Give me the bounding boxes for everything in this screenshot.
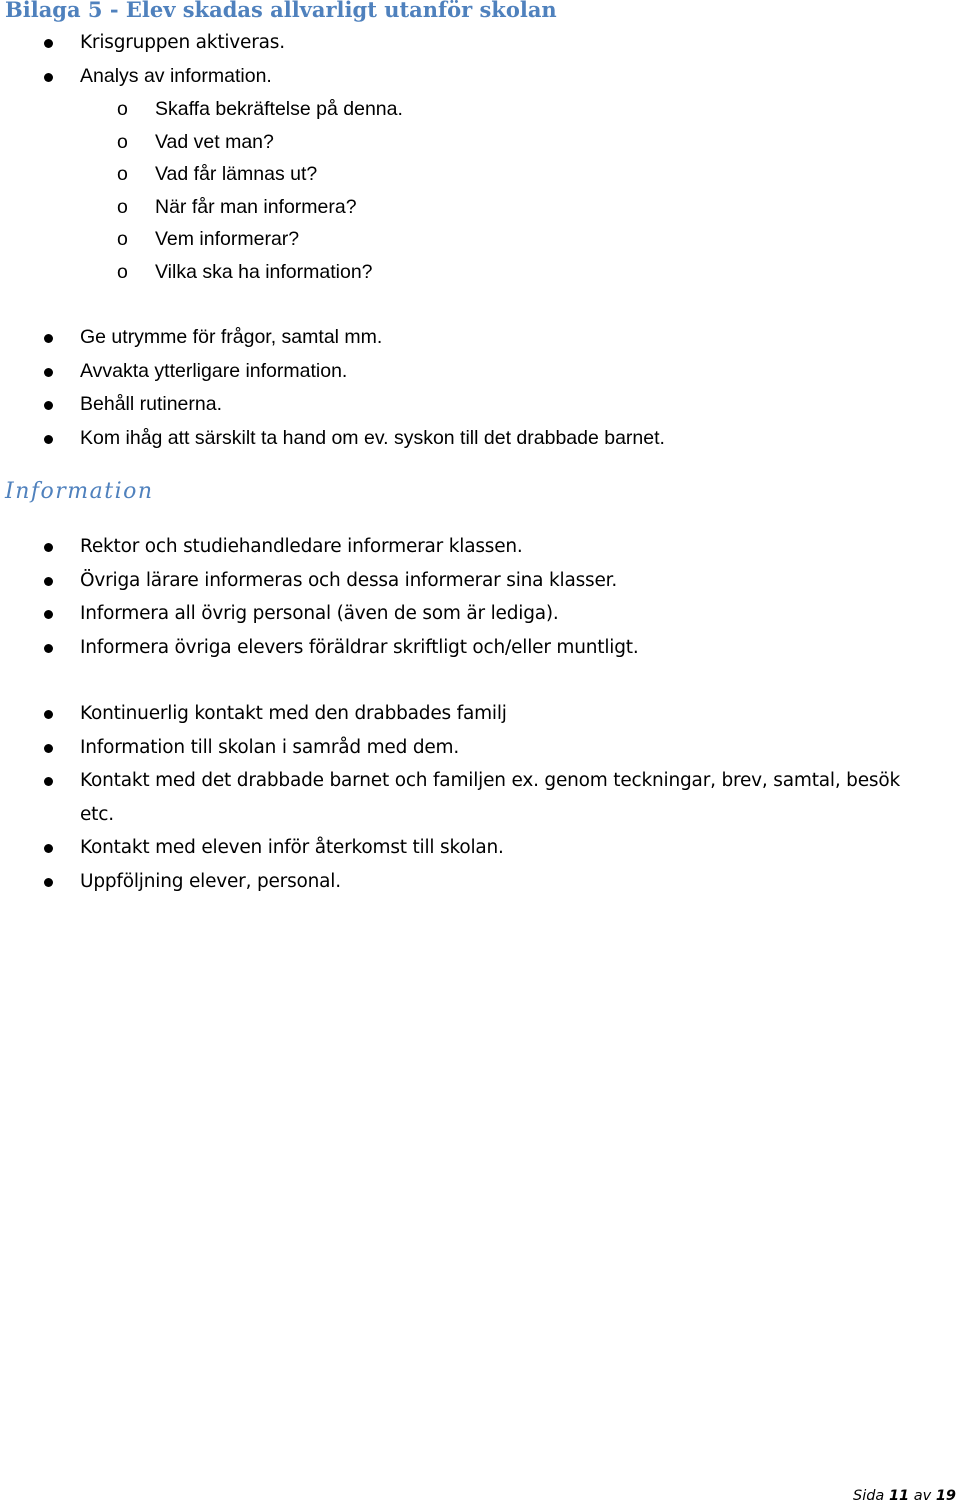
list-item bbox=[0, 865, 920, 899]
list-item bbox=[0, 530, 639, 564]
footer-prefix: Sida bbox=[853, 1488, 885, 1504]
section-heading: Information bbox=[5, 479, 154, 504]
sublist-item bbox=[0, 126, 403, 159]
page-number-footer bbox=[853, 1488, 956, 1504]
list-item-text: Rektor och studiehandledare informerar klassen. bbox=[80, 536, 523, 557]
document-title: Bilaga 5 - Elev skadas allvarligt utanför skolan bbox=[5, 0, 557, 22]
circle-bullet-icon: o bbox=[117, 228, 128, 250]
bullet-icon bbox=[44, 577, 53, 586]
bullet-icon bbox=[44, 39, 53, 48]
follow-up-list bbox=[0, 697, 920, 898]
sublist-item-text: Vilka ska ha information? bbox=[155, 260, 373, 283]
sublist-item bbox=[0, 191, 403, 224]
bullet-icon bbox=[44, 777, 53, 786]
sublist-item bbox=[0, 93, 403, 126]
analysis-sublist bbox=[0, 93, 403, 288]
bullet-icon bbox=[44, 401, 53, 410]
bullet-icon bbox=[44, 435, 53, 444]
bullet-icon bbox=[44, 543, 53, 552]
action-list-2 bbox=[0, 321, 665, 455]
list-item-text: Avvakta ytterligare information. bbox=[80, 359, 348, 382]
list-item-text: Informera all övrig personal (även de som är lediga). bbox=[80, 603, 559, 624]
circle-bullet-icon: o bbox=[117, 130, 128, 153]
list-item bbox=[0, 831, 920, 865]
list-item bbox=[0, 26, 285, 60]
bullet-icon bbox=[44, 744, 53, 753]
bullet-icon bbox=[44, 710, 53, 719]
list-item-text: Uppföljning elever, personal. bbox=[80, 870, 341, 892]
list-item bbox=[0, 764, 920, 831]
bullet-icon bbox=[44, 610, 53, 619]
sublist-item-text: Vad får lämnas ut? bbox=[155, 163, 318, 185]
list-item bbox=[0, 597, 639, 631]
information-list bbox=[0, 530, 639, 664]
current-page-number: 11 bbox=[888, 1488, 910, 1504]
sublist-item-text: När får man informera? bbox=[155, 195, 357, 218]
list-item bbox=[0, 697, 920, 731]
list-item-text: Behåll rutinerna. bbox=[80, 393, 223, 415]
list-item bbox=[0, 321, 665, 355]
list-item bbox=[0, 388, 665, 422]
list-item-text: Krisgruppen aktiveras. bbox=[80, 32, 285, 53]
bullet-icon bbox=[44, 644, 53, 653]
circle-bullet-icon: o bbox=[117, 98, 128, 120]
list-item-text: Kom ihåg att särskilt ta hand om ev. syskon till det drabbade barnet. bbox=[80, 426, 665, 449]
list-item bbox=[0, 731, 920, 765]
bullet-icon bbox=[44, 368, 53, 377]
list-item bbox=[0, 631, 639, 665]
action-list-1 bbox=[0, 26, 285, 93]
sublist-item bbox=[0, 158, 403, 191]
total-page-count: 19 bbox=[935, 1488, 956, 1504]
list-item-text: Övriga lärare informeras och dessa informerar sina klasser. bbox=[80, 569, 618, 591]
sublist-item bbox=[0, 223, 403, 256]
sublist-item-text: Vad vet man? bbox=[155, 130, 274, 153]
list-item bbox=[0, 355, 665, 389]
list-item-text: Informera övriga elevers föräldrar skriftligt och/eller muntligt. bbox=[80, 636, 639, 658]
list-item-text: Kontinuerlig kontakt med den drabbades familj bbox=[80, 703, 507, 724]
list-item-text: Ge utrymme för frågor, samtal mm. bbox=[80, 326, 383, 348]
list-item-text: Kontakt med eleven inför återkomst till skolan. bbox=[80, 837, 504, 858]
circle-bullet-icon: o bbox=[117, 260, 128, 283]
bullet-icon bbox=[44, 73, 53, 82]
bullet-icon bbox=[44, 844, 53, 853]
list-item bbox=[0, 60, 285, 94]
list-item bbox=[0, 422, 665, 456]
bullet-icon bbox=[44, 334, 53, 343]
footer-separator: av bbox=[913, 1488, 932, 1504]
circle-bullet-icon: o bbox=[117, 163, 128, 185]
sublist-item-text: Skaffa bekräftelse på denna. bbox=[155, 98, 403, 120]
list-item bbox=[0, 564, 639, 598]
list-item-text: Information till skolan i samråd med dem. bbox=[80, 736, 460, 758]
circle-bullet-icon: o bbox=[117, 195, 128, 218]
sublist-item-text: Vem informerar? bbox=[155, 228, 300, 250]
list-item-text: Analys av information. bbox=[80, 64, 272, 87]
sublist-item bbox=[0, 256, 403, 289]
list-item-text: Kontakt med det drabbade barnet och familjen ex. genom teckningar, brev, samtal, besök etc. bbox=[80, 770, 900, 825]
bullet-icon bbox=[44, 878, 53, 887]
